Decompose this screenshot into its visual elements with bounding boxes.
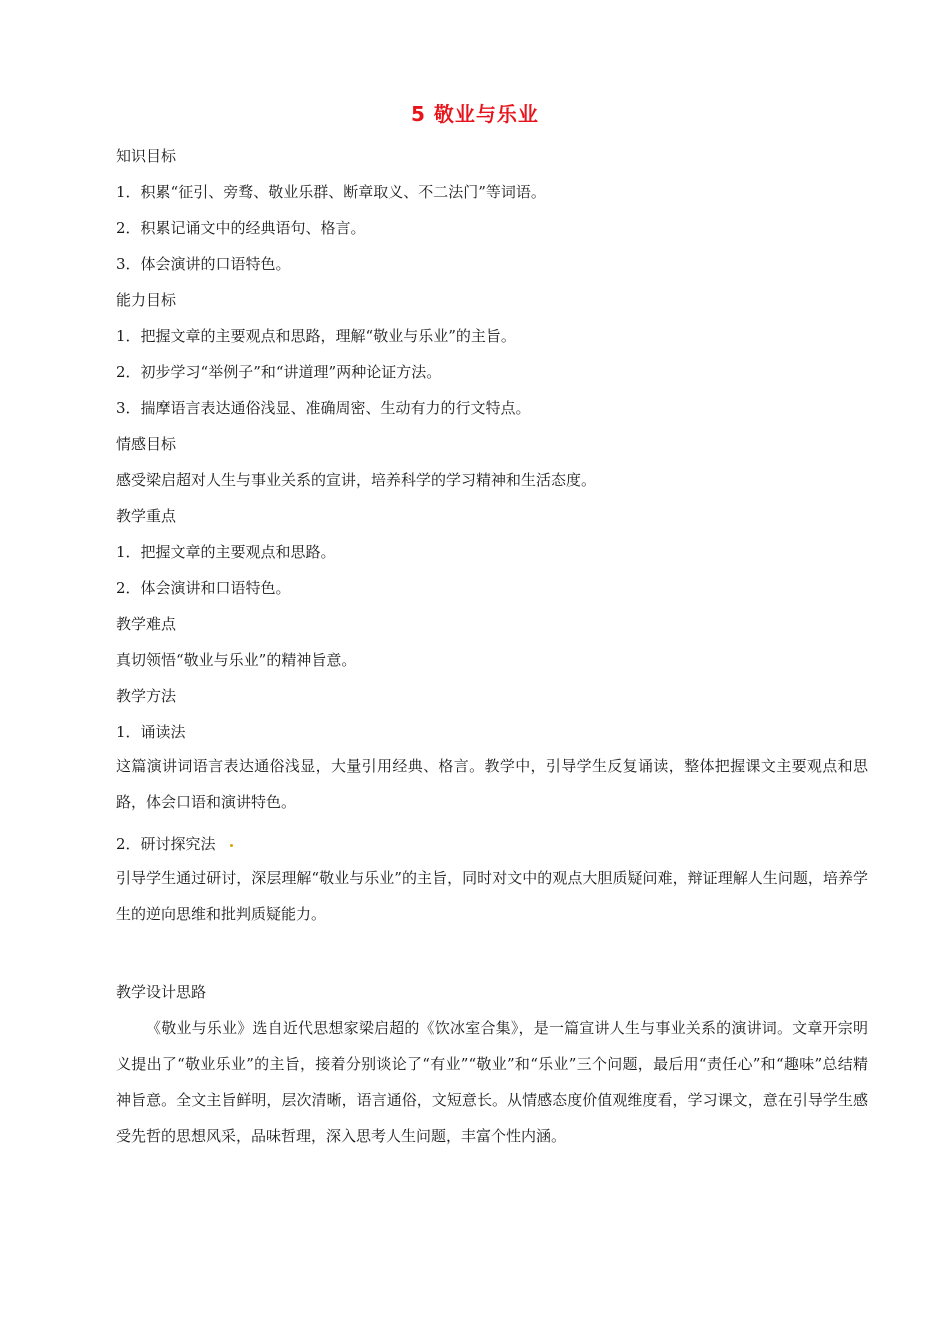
list-item: 3．体会演讲的口语特色。	[116, 255, 291, 273]
section-text-difficulties: 真切领悟“敬业与乐业”的精神旨意。	[116, 651, 357, 669]
section-heading-key-points: 教学重点	[116, 507, 177, 525]
section-text-emotion: 感受梁启超对人生与事业关系的宣讲，培养科学的学习精神和生活态度。	[116, 471, 597, 489]
method-title	[116, 834, 233, 854]
list-item: 3．揣摩语言表达通俗浅显、准确周密、生动有力的行文特点。	[116, 399, 531, 417]
method-text: 这篇演讲词语言表达通俗浅显，大量引用经典、格言。教学中，引导学生反复诵读，整体把握课文主要观点和思路，体会口语和演讲特色。	[116, 757, 868, 811]
list-item: 2．初步学习“举例子”和“讲道理”两种论证方法。	[116, 363, 442, 381]
section-heading-ability: 能力目标	[116, 291, 177, 309]
method-title-text: 2．研讨探究法	[116, 835, 216, 853]
section-heading-difficulties: 教学难点	[116, 615, 177, 633]
list-item: 2．体会演讲和口语特色。	[116, 579, 291, 597]
design-paragraph: 《敬业与乐业》选自近代思想家梁启超的《饮冰室合集》，是一篇宣讲人生与事业关系的演讲词。文章开宗明义提出了“敬业乐业”的主旨，接着分别谈论了“有业”“敬业”和“乐业”三个问题，最后用“责任心”和“趣味”总结精神旨意。全文主旨鲜明，层次清晰，语言通俗，文短意长。从情感态度价值观维度看，学习课文，意在引导学生感受先哲的思想风采，品味哲理，深入思考人生问题，丰富个性内涵。	[116, 1019, 868, 1145]
section-heading-methods: 教学方法	[116, 687, 177, 705]
method-text: 引导学生通过研讨，深层理解“敬业与乐业”的主旨，同时对文中的观点大胆质疑问难，辩证理解人生问题，培养学生的逆向思维和批判质疑能力。	[116, 869, 868, 923]
section-heading-knowledge: 知识目标	[116, 147, 177, 165]
section-heading-emotion: 情感目标	[116, 435, 177, 453]
page-title: 5 敬业与乐业	[411, 102, 539, 126]
method-title: 1．诵读法	[116, 723, 186, 741]
list-item: 1．积累“征引、旁骛、敬业乐群、断章取义、不二法门”等词语。	[116, 183, 546, 201]
list-item: 1．把握文章的主要观点和思路。	[116, 543, 336, 561]
list-item: 1．把握文章的主要观点和思路，理解“敬业与乐业”的主旨。	[116, 327, 516, 345]
section-heading-design: 教学设计思路	[116, 983, 207, 1001]
decorative-dot	[230, 844, 233, 847]
list-item: 2．积累记诵文中的经典语句、格言。	[116, 219, 366, 237]
